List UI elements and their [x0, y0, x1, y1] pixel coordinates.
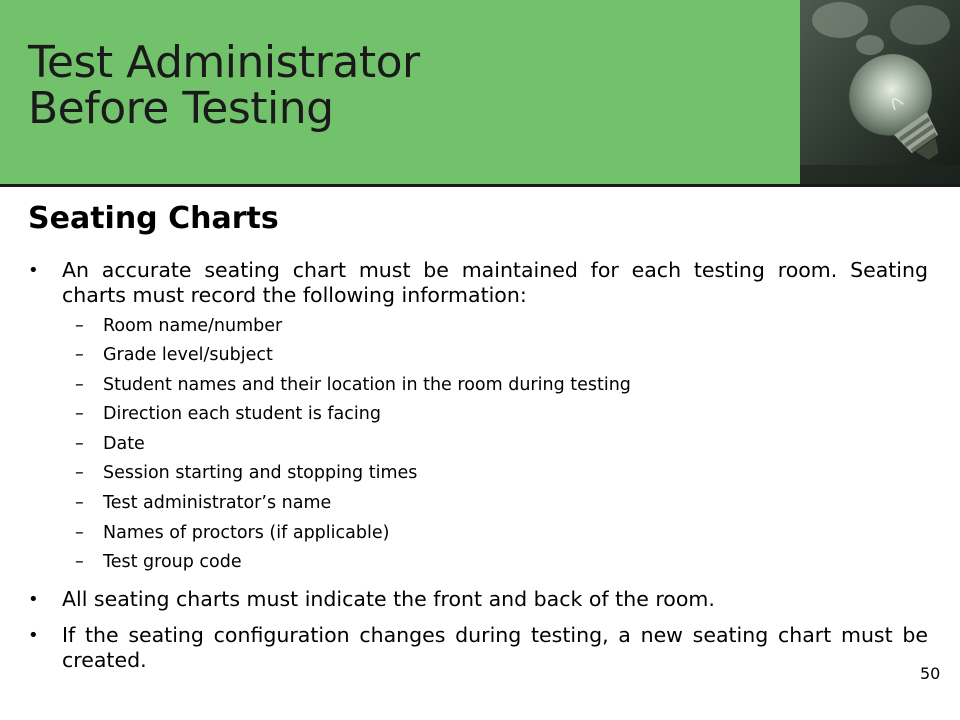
bullet-dot-icon: •: [28, 260, 39, 281]
dash-icon: –: [75, 523, 84, 543]
dash-icon: –: [75, 552, 84, 572]
sub-item-text: Student names and their location in the room during testing: [103, 375, 631, 395]
page-number: 50: [920, 664, 941, 683]
dash-icon: –: [75, 345, 84, 365]
sub-list-item: [75, 462, 417, 484]
sub-list-item: [75, 433, 145, 455]
sub-item-text: Direction each student is facing: [103, 404, 381, 424]
bullet-text: If the seating configuration changes during testing, a new seating chart must be created.: [62, 623, 928, 672]
dash-icon: –: [75, 404, 84, 424]
sub-list-item: [75, 492, 331, 514]
header-divider: [0, 184, 960, 187]
sub-item-text: Names of proctors (if applicable): [103, 523, 390, 543]
bullet-item: [28, 623, 928, 673]
bullet-item: [28, 258, 928, 308]
sub-item-text: Room name/number: [103, 316, 283, 336]
light-bulb-photo: [800, 0, 960, 184]
bullet-text: An accurate seating chart must be maintained for each testing room. Seating charts must record the following information:: [62, 258, 928, 307]
slide-title: [28, 37, 420, 134]
dash-icon: –: [75, 463, 84, 483]
sub-list-item: [75, 315, 282, 337]
bullet-text: All seating charts must indicate the front and back of the room.: [62, 587, 715, 611]
dash-icon: –: [75, 375, 84, 395]
dash-icon: –: [75, 316, 84, 336]
sub-list-item: [75, 522, 389, 544]
title-banner: [0, 0, 800, 184]
dash-icon: –: [75, 493, 84, 513]
sub-list-item: [75, 403, 381, 425]
sub-list-item: [75, 374, 631, 396]
slide-title-line1: Test Administrator: [28, 37, 420, 88]
sub-list-item: [75, 551, 242, 573]
bullet-item: [28, 587, 928, 612]
sub-item-text: Grade level/subject: [103, 345, 273, 365]
sub-item-text: Session starting and stopping times: [103, 463, 418, 483]
sub-item-text: Test administrator’s name: [103, 493, 332, 513]
sub-list-item: [75, 344, 273, 366]
bullet-dot-icon: •: [28, 625, 39, 646]
slide-title-line2: Before Testing: [28, 83, 334, 134]
dash-icon: –: [75, 434, 84, 454]
sub-item-text: Test group code: [103, 552, 242, 572]
sub-item-text: Date: [103, 434, 145, 454]
section-heading: Seating Charts: [28, 201, 279, 236]
bullet-dot-icon: •: [28, 589, 39, 610]
